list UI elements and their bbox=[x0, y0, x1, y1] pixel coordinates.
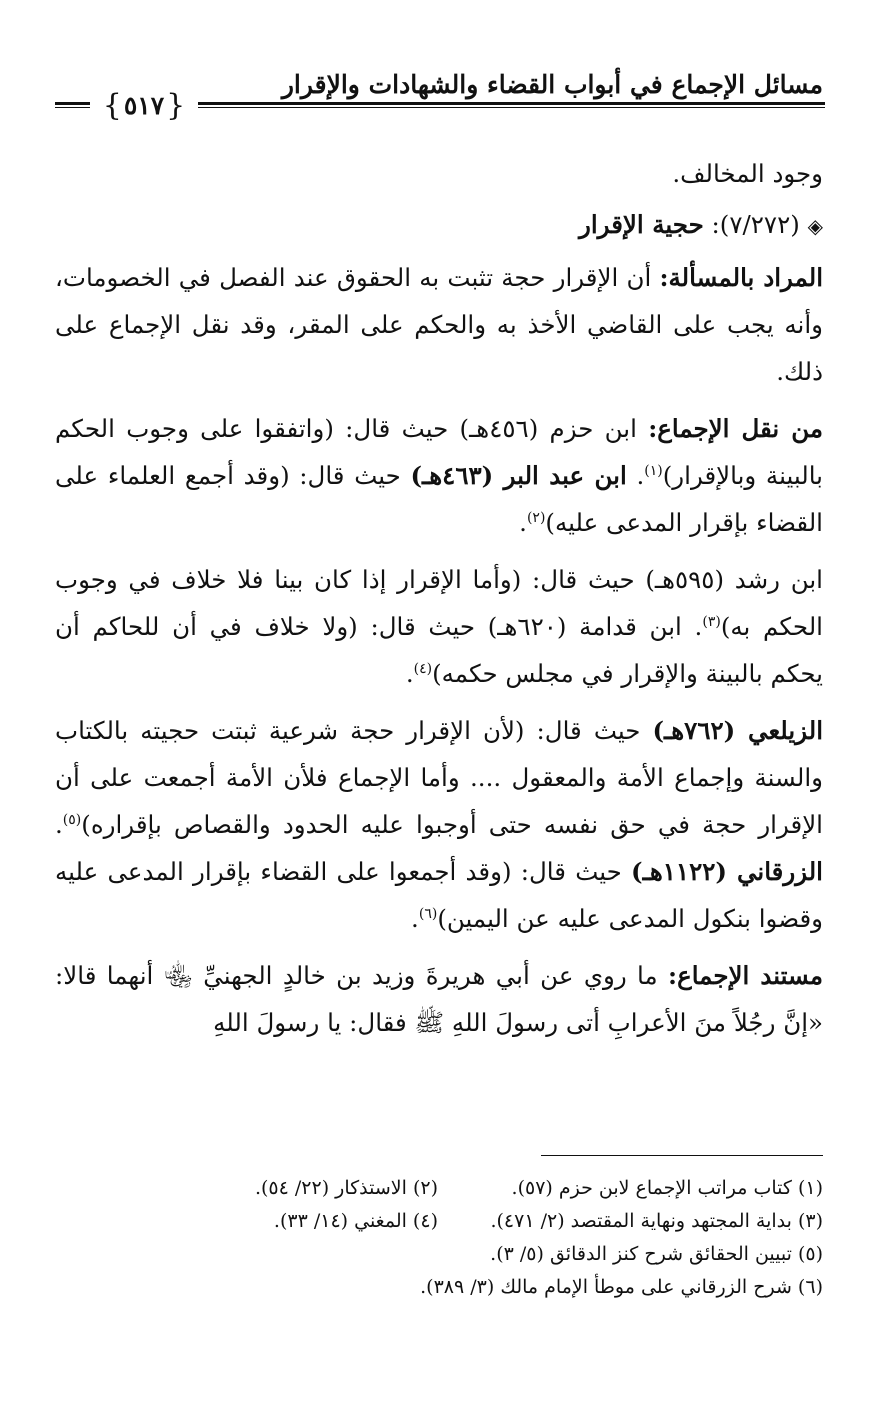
section-title: حجية الإقرار bbox=[579, 210, 704, 239]
paragraph-evidence bbox=[55, 952, 823, 1046]
footnote-ref[interactable]: (٣) bbox=[702, 613, 721, 630]
footnote-4: (٤) المغني (١٤/ ٣٣). bbox=[273, 1210, 438, 1232]
lead-label: مستند الإجماع: bbox=[668, 961, 823, 990]
footnote-row bbox=[53, 1238, 823, 1271]
footnote-row bbox=[53, 1205, 823, 1238]
paragraph-text: حيث قال: (وقد أجمع العلماء على القضاء بإقرار المدعى عليه) bbox=[55, 461, 823, 537]
running-header-title: مسائل الإجماع في أبواب القضاء والشهادات والإقرار bbox=[281, 70, 823, 99]
scholar-name: ابن عبد البر (٤٦٣هـ) bbox=[410, 461, 627, 490]
paragraph-meaning bbox=[55, 254, 823, 395]
section-heading bbox=[55, 201, 823, 250]
page-number: ٥١٧ bbox=[123, 90, 165, 120]
footnote-5: (٥) تبيين الحقائق شرح كنز الدقائق (٥/ ٣). bbox=[490, 1243, 823, 1265]
paragraph-zaylai bbox=[55, 707, 823, 942]
ornament-brace-icon: { bbox=[102, 87, 122, 123]
footnote-ref[interactable]: (٤) bbox=[413, 660, 433, 677]
paragraph-ibn-rushd bbox=[55, 556, 823, 697]
page-number-badge bbox=[92, 85, 196, 125]
paragraph-text: . bbox=[411, 904, 419, 933]
paragraph-text: ابن رشد (٥٩٥هـ) حيث قال: (وأما الإقرار إذا كان بينا فلا خلاف في وجوب الحكم به) bbox=[55, 565, 823, 641]
paragraph-text: ما روي عن أبي هريرةَ وزيد بن خالدٍ الجهنيِّ ﵄ أنهما قالا: «إنَّ رجُلاً منَ الأعرابِ أتى رسولَ اللهِ ﷺ فقال: يا رسولَ اللهِ bbox=[55, 961, 823, 1037]
footnote-ref[interactable]: (٥) bbox=[62, 811, 82, 828]
paragraph-text: . bbox=[55, 810, 63, 839]
footnote-separator bbox=[541, 1155, 823, 1156]
paragraph-text: . bbox=[626, 461, 645, 490]
main-text bbox=[55, 150, 823, 1056]
footnote-row bbox=[53, 1172, 823, 1205]
footnote-6: (٦) شرح الزرقاني على موطأ الإمام مالك (٣/ ٣٨٩). bbox=[420, 1276, 823, 1298]
paragraph-text: . ابن قدامة (٦٢٠هـ) حيث قال: (ولا خلاف في أن للحاكم أن يحكم بالبينة والإقرار في مجلس حكمه) bbox=[55, 612, 823, 688]
paragraph-transmitters bbox=[55, 405, 823, 546]
lead-label: من نقل الإجماع: bbox=[648, 414, 824, 443]
footnote-ref[interactable]: (١) bbox=[644, 462, 663, 479]
lead-label: المراد بالمسألة: bbox=[659, 263, 824, 292]
paragraph-text: . bbox=[519, 508, 527, 537]
header-rule-left-thick bbox=[55, 102, 90, 105]
footnote-ref[interactable]: (٦) bbox=[418, 905, 438, 922]
ornament-brace-icon: } bbox=[166, 87, 186, 123]
paragraph-text: . bbox=[405, 659, 414, 688]
header-rule-thick bbox=[198, 102, 825, 105]
header-rule-thin bbox=[198, 107, 825, 108]
header-rule-left-thin bbox=[55, 107, 90, 108]
paragraph-continuation bbox=[55, 150, 823, 197]
section-number: (٧/٢٧٢): bbox=[711, 210, 800, 239]
footnotes bbox=[53, 1172, 823, 1304]
footnote-3: (٣) بداية المجتهد ونهاية المقتصد (٢/ ٤٧١). bbox=[490, 1210, 823, 1232]
continuation-text: وجود المخالف. bbox=[672, 159, 823, 188]
paragraph-text: أن الإقرار حجة تثبت به الحقوق عند الفصل في الخصومات، وأنه يجب على القاضي الأخذ به والحكم على المقر، وقد نقل الإجماع على ذلك. bbox=[55, 263, 823, 386]
diamond-bullet-icon: ◈ bbox=[807, 214, 823, 238]
footnote-ref[interactable]: (٢) bbox=[526, 509, 546, 526]
scholar-name: الزرقاني (١١٢٢هـ) bbox=[631, 857, 823, 886]
footnote-1: (١) كتاب مراتب الإجماع لابن حزم (٥٧). bbox=[511, 1177, 823, 1199]
footnote-row bbox=[53, 1271, 823, 1304]
scholar-name: الزيلعي (٧٦٢هـ) bbox=[652, 716, 823, 745]
footnote-2: (٢) الاستذكار (٢٢/ ٥٤). bbox=[254, 1177, 438, 1199]
paragraph-text: حيث قال: (وقد أجمعوا على القضاء بإقرار المدعى عليه وقضوا بنكول المدعى عليه عن اليمين) bbox=[55, 857, 823, 933]
paragraph-text: ابن حزم (٤٥٦هـ) حيث قال: (واتفقوا على وجوب الحكم بالبينة وبالإقرار) bbox=[55, 414, 823, 490]
paragraph-text: حيث قال: (لأن الإقرار حجة شرعية ثبتت حجيته بالكتاب والسنة وإجماع الأمة والمعقول .... وأما الإجماع فلأن الأمة أجمعت على أن الإقرار حجة في حق نفسه حتى أوجبوا عليه الحدود والقصاص بإقراره) bbox=[55, 716, 823, 839]
